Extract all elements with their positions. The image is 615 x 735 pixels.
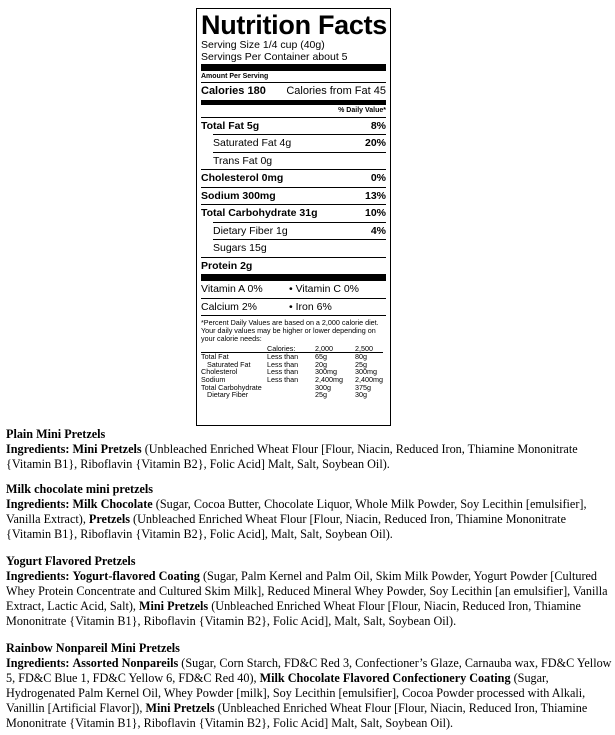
ingredients-label: Ingredients: (6, 656, 70, 670)
dv-cell: Less than (267, 352, 299, 362)
ingredient-detail: (Unbleached Enriched Wheat Flour [Flour, Niacin, Reduced Iron, Thiamine Mononitrate {Vitamin B1}, Riboflavin {Vitamin B2}, Folic Acid] Malt, Salt, Soybean Oil). (6, 701, 588, 730)
daily-value-header: % Daily Value* (201, 104, 386, 117)
nutrient-row-total-carbohydrate (201, 204, 386, 222)
ingredient-detail: (Unbleached Enriched Wheat Flour [Flour, Niacin, Reduced Iron, Thiamine Mononitrate {Vitamin B1}, Riboflavin {Vitamin B2}, Folic Acid], Malt, Salt, Soybean Oil). (6, 599, 581, 628)
dv-cell: 300mg (315, 367, 337, 377)
dv-cell: Cholesterol (201, 367, 238, 377)
nutrient-name: Trans Fat 0g (213, 154, 273, 167)
nutrient-dv: 0% (370, 172, 386, 185)
dv-cell: Calories: (267, 345, 315, 353)
dv-cell: Total Fat (201, 352, 229, 362)
ingredient-group: Milk Chocolate (72, 497, 153, 511)
nutrient-row-saturated-fat (213, 134, 386, 152)
minerals-row (201, 298, 386, 316)
ingredient-detail: (Sugar, Cocoa Butter, Chocolate Liquor, Whole Milk Powder, Soy Lecithin [emulsifier], Vanilla Extract), (6, 497, 587, 526)
ingredient-detail: (Sugar, Corn Starch, FD&C Red 3, Confectioner’s Glaze, Carnauba wax, FD&C Yellow 5, FD&C Blue 1, FD&C Yellow 6, FD&C Red 40), (6, 656, 612, 685)
product-plain-mini-pretzels (6, 427, 612, 472)
dv-cell: 20g (315, 359, 327, 369)
nutrient-name: Cholesterol 0mg (201, 172, 284, 185)
dv-cell: Saturated Fat (207, 359, 251, 369)
dv-cell: Less than (267, 367, 299, 377)
calcium: Calcium 2% (201, 300, 258, 313)
product-rainbow-nonpareil-mini-pretzels (6, 641, 612, 731)
ingredient-group: Yogurt-flavored Coating (72, 569, 200, 583)
nutrient-row-protein (201, 257, 386, 275)
dv-cell: Dietary Fiber (207, 390, 249, 400)
product-yogurt-flavored-pretzels (6, 554, 612, 629)
dv-cell (267, 391, 315, 399)
nutrient-row-sugars (213, 239, 386, 257)
dv-cell: 375g (355, 382, 371, 392)
dv-cell: Less than (267, 374, 299, 384)
nutrient-dv: 8% (370, 119, 386, 132)
dv-cell: Less than (267, 359, 299, 369)
dv-cell: 25g (315, 390, 327, 400)
nutrient-dv: 20% (364, 137, 386, 150)
calories-row (201, 82, 386, 100)
nutrition-facts-label (196, 8, 391, 426)
thick-divider (201, 64, 386, 71)
ingredient-group: Pretzels (88, 512, 130, 526)
dv-cell: 2,000 (315, 345, 355, 353)
ingredient-detail: (Sugar, Hydrogenated Palm Kernel Oil, Whey Powder [milk], Soy Lecithin [emulsifier], Cocoa Powder processed with Alkali, Vanillin [Artificial Flavor]), (6, 671, 586, 715)
nutrition-facts-title: Nutrition Facts (201, 10, 388, 40)
nutrient-row-trans-fat (213, 152, 386, 170)
nutrient-name: Total Fat 5g (201, 119, 260, 132)
ingredients-text (6, 497, 612, 542)
calories-from-fat: Calories from Fat 45 (286, 85, 386, 98)
ingredients-label: Ingredients: (6, 442, 70, 456)
ingredient-detail: (Sugar, Palm Kernel and Palm Oil, Skim Milk Powder, Yogurt Powder [Cultured Whey Protein Concentrate and Cultured Skim Milk], Reduced Mineral Whey Powder, Soy Lecithin [an emulsifier], Vanilla Extract, Lactic Acid, Salt), (6, 569, 608, 613)
nutrient-name: Dietary Fiber 1g (213, 224, 288, 237)
dv-cell: 2,400mg (315, 374, 343, 384)
nutrient-name: Total Carbohydrate 31g (201, 207, 318, 220)
dv-cell: 25g (355, 359, 367, 369)
vitamins-row (201, 281, 386, 298)
serving-size: Serving Size 1/4 cup (40g) (201, 39, 325, 51)
servings-per-container: Servings Per Container about 5 (201, 51, 348, 63)
product-title: Rainbow Nonpareil Mini Pretzels (6, 641, 180, 655)
dv-cell: Total Carbohydrate (201, 382, 262, 392)
ingredient-detail: (Unbleached Enriched Wheat Flour [Flour, Niacin, Reduced Iron, Thiamine Mononitrate {Vitamin B1}, Riboflavin {Vitamin B2}, Folic Acid], Malt, Salt, Soybean Oil). (6, 512, 566, 541)
dv-cell: Sodium (201, 374, 226, 384)
nutrient-row-cholesterol (201, 169, 386, 187)
nutrient-row-dietary-fiber (213, 222, 386, 240)
ingredients-label: Ingredients: (6, 497, 70, 511)
product-milk-chocolate-mini-pretzels (6, 482, 612, 542)
thick-divider (201, 274, 386, 281)
ingredients-label: Ingredients: (6, 569, 70, 583)
vitamin-a: Vitamin A 0% (201, 283, 263, 296)
nutrient-dv: 13% (364, 189, 386, 202)
calories-value: Calories 180 (201, 85, 266, 98)
ingredients-text (6, 569, 612, 629)
ingredient-group: Mini Pretzels (72, 442, 142, 456)
ingredient-group: Milk Chocolate Flavored Confectionery Coating (259, 671, 511, 685)
footnote-text: *Percent Daily Values are based on a 2,000 calorie diet. Your daily values may be higher or lower depending on your calorie needs: (201, 318, 379, 344)
dv-cell: 80g (355, 352, 367, 362)
nutrient-dv: 4% (370, 224, 386, 237)
dv-cell (267, 384, 315, 392)
dv-table-row (201, 391, 383, 399)
daily-value-footnote (201, 315, 386, 399)
daily-value-table (201, 345, 383, 399)
dv-cell: 300g (315, 382, 331, 392)
nutrient-dv: 10% (364, 207, 386, 220)
nutrient-name: Saturated Fat 4g (213, 137, 292, 150)
nutrient-name: Sodium 300mg (201, 189, 276, 202)
dv-cell: 2,500 (355, 345, 383, 353)
vitamin-c: • Vitamin C 0% (289, 283, 360, 296)
nutrient-row-sodium (201, 187, 386, 205)
ingredient-group: Mini Pretzels (145, 701, 215, 715)
nutrient-row-total-fat (201, 117, 386, 135)
ingredients-text (6, 442, 612, 472)
ingredient-group: Mini Pretzels (139, 599, 209, 613)
dv-cell: 2,400mg (355, 374, 383, 384)
product-title: Plain Mini Pretzels (6, 427, 106, 441)
product-title: Yogurt Flavored Pretzels (6, 554, 136, 568)
nutrient-name: Sugars 15g (213, 242, 267, 255)
nutrient-name: Protein 2g (201, 259, 253, 272)
ingredient-detail: (Unbleached Enriched Wheat Flour [Flour, Niacin, Reduced Iron, Thiamine Mononitrate {Vitamin B1}, Riboflavin {Vitamin B2}, Folic Acid] Malt, Salt, Soybean Oil). (6, 442, 578, 471)
dv-cell: 65g (315, 352, 327, 362)
amount-per-serving: Amount Per Serving (201, 73, 269, 80)
product-title: Milk chocolate mini pretzels (6, 482, 154, 496)
ingredients-text (6, 656, 612, 731)
dv-cell: 30g (355, 390, 367, 400)
iron: • Iron 6% (289, 300, 332, 313)
dv-cell: 300mg (355, 367, 377, 377)
ingredient-group: Assorted Nonpareils (72, 656, 179, 670)
